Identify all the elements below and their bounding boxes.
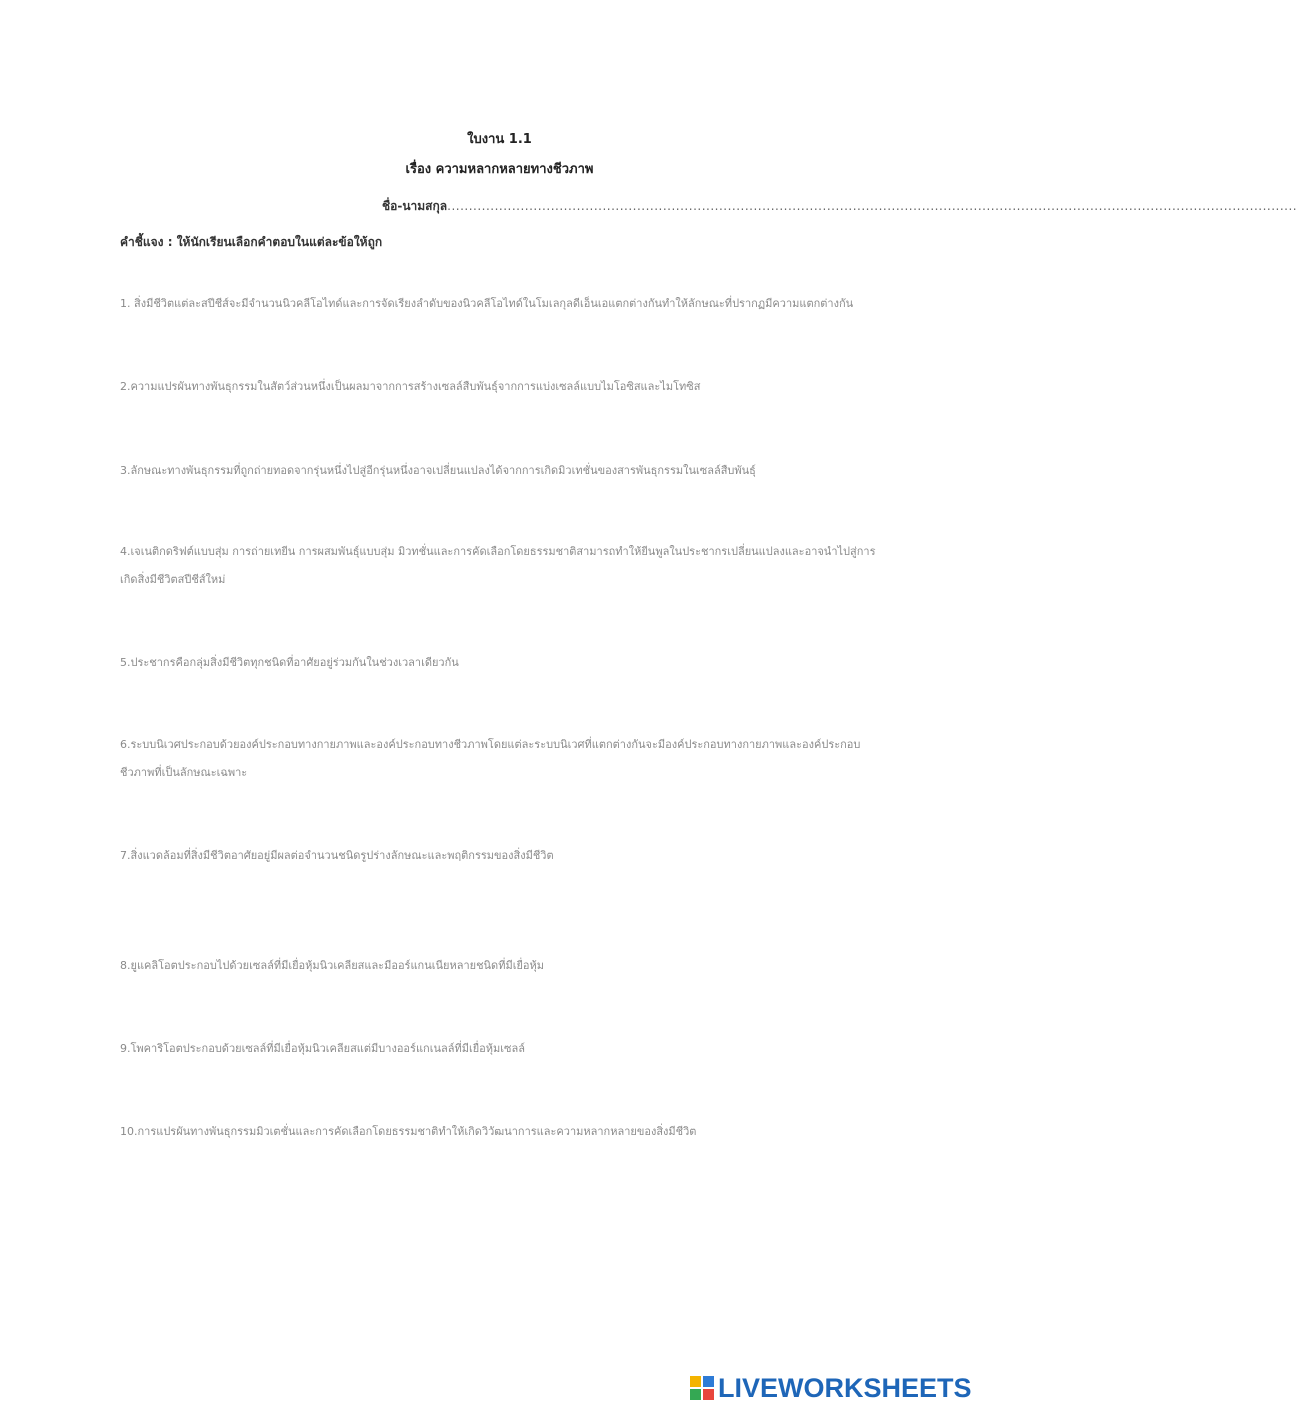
question-item-7: 7.สิ่งแวดล้อมที่สิ่งมีชีวิตอาศัยอยู่มีผลต่อจำนวนชนิดรูปร่างลักษณะและพฤติกรรมของสิ่งมีชีวิต [120, 849, 554, 862]
name-dots: ..................................................................................................................................................................................................... [447, 199, 1297, 213]
liveworksheets-logo [690, 1372, 972, 1404]
worksheet-title: ใบงาน 1.1 [467, 132, 532, 147]
question-item-2: 2.ความแปรผันทางพันธุกรรมในสัตว์ส่วนหนึ่งเป็นผลมาจากการสร้างเซลล์สืบพันธุ์จากการแบ่งเซลล์แบบไมโอซิสและไมโทซิส [120, 380, 701, 393]
logo-text: LIVEWORKSHEETS [718, 1372, 972, 1403]
question-item-1: 1. สิ่งมีชีวิตแต่ละสปีชีส์จะมีจำนวนนิวคลีโอไทด์และการจัดเรียงลำดับของนิวคลีโอไทด์ในโมเลกุลดีเอ็นเอแตกต่างกันทำให้ลักษณะที่ปรากฏมีความแตกต่างกัน [120, 297, 854, 310]
question-item-9: 9.โพคาริโอตประกอบด้วยเซลล์ที่มีเยื่อหุ้มนิวเคลียสแต่มีบางออร์แกเนลล์ที่มีเยื่อหุ้มเซลล์ [120, 1042, 525, 1055]
worksheet-subtitle: เรื่อง ความหลากหลายทางชีวภาพ [405, 162, 594, 177]
name-label: ชื่อ-นามสกุล [382, 199, 448, 213]
question-item-4: 4.เจเนติกดริฟต์แบบสุ่ม การถ่ายเทยีน การผสมพันธุ์แบบสุ่ม มิวทชั่นและการคัดเลือกโดยธรรมชาติสามารถทำให้ยีนพูลในประชากรเปลี่ยนแปลงและอาจนำไปสู่การเกิดสิ่งมีชีวิตสปีชีส์ใหม่ [120, 545, 876, 586]
logo-blocks-icon [690, 1376, 714, 1400]
question-item-6: 6.ระบบนิเวศประกอบด้วยองค์ประกอบทางกายภาพและองค์ประกอบทางชีวภาพโดยแต่ละระบบนิเวศที่แตกต่างกันจะมีองค์ประกอบทางกายภาพและองค์ประกอบชีวภาพที่เป็นลักษณะเฉพาะ [120, 738, 861, 779]
question-item-8: 8.ยูแคลิโอตประกอบไปด้วยเซลล์ที่มีเยื่อหุ้มนิวเคลียสและมีออร์แกนเนียหลายชนิดที่มีเยื่อหุ้ม [120, 959, 545, 972]
instruction-text: คำชี้แจง : ให้นักเรียนเลือกคำตอบในแต่ละข้อให้ถูก [120, 235, 383, 249]
question-item-10: 10.การแปรผันทางพันธุกรรมมิวเตชั่นและการคัดเลือกโดยธรรมชาติทำให้เกิดวิวัฒนาการและความหลากหลายของสิ่งมีชีวิต [120, 1125, 697, 1138]
question-item-3: 3.ลักษณะทางพันธุกรรมที่ถูกถ่ายทอดจากรุ่นหนึ่งไปสู่อีกรุ่นหนึ่งอาจเปลี่ยนแปลงได้จากการเกิดมิวเทชั่นของสารพันธุกรรมในเซลล์สืบพันธุ์ [120, 464, 756, 477]
question-item-5: 5.ประชากรคือกลุ่มสิ่งมีชีวิตทุกชนิดที่อาศัยอยู่ร่วมกันในช่วงเวลาเดียวกัน [120, 656, 459, 669]
name-field-line [382, 197, 1297, 216]
